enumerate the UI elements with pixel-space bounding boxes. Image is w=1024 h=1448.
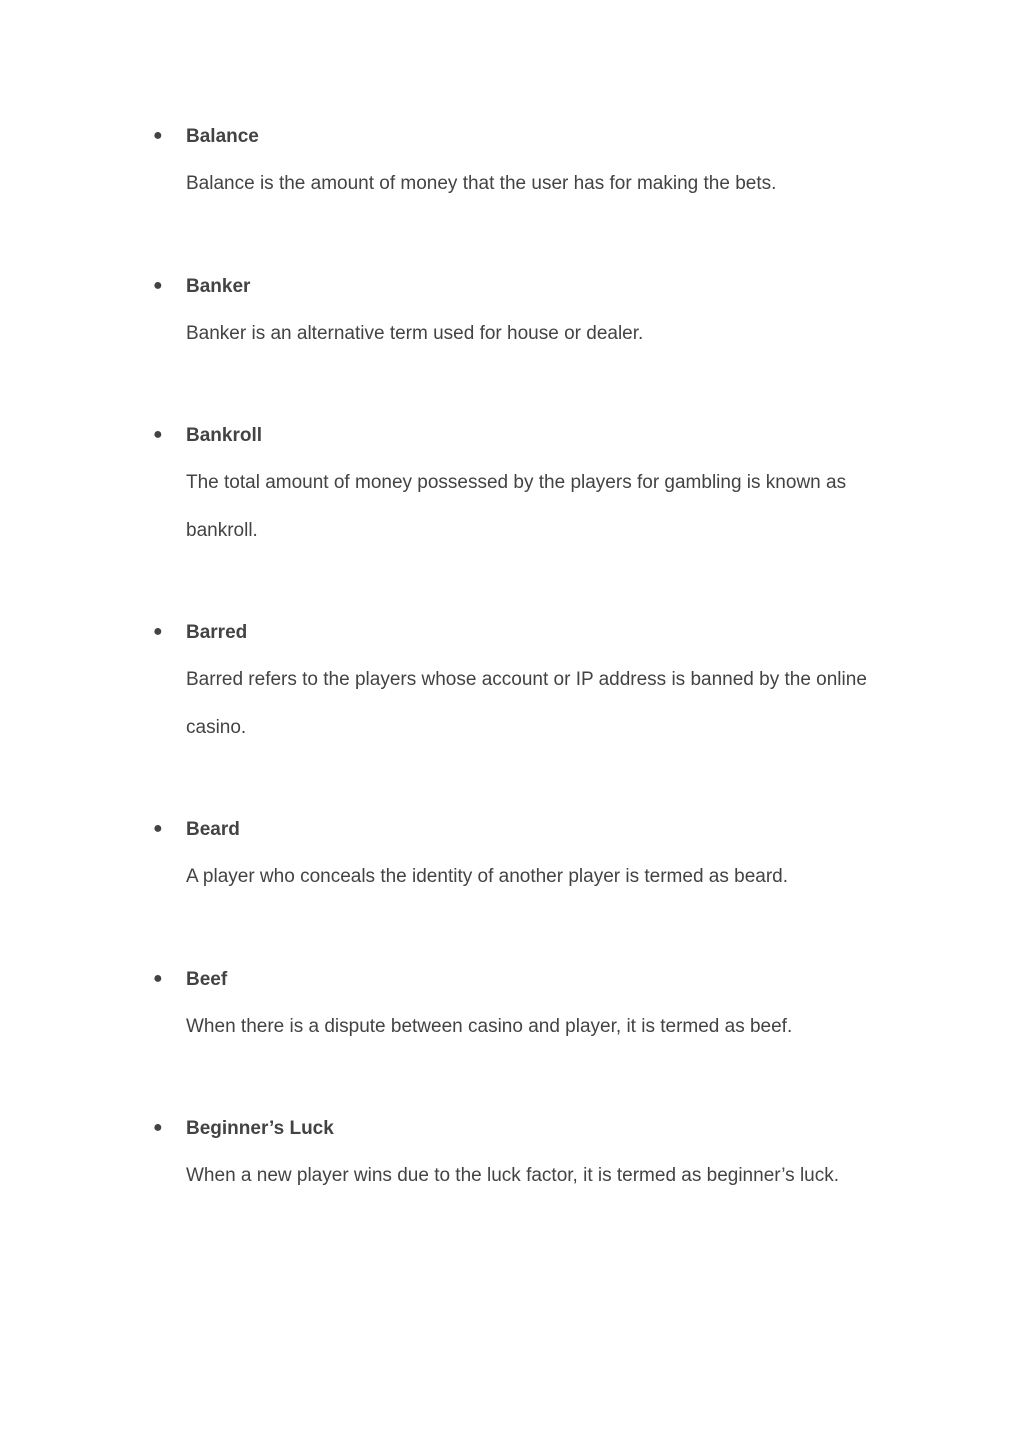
glossary-entry-beef (153, 964, 926, 1051)
bullet-icon: ● (153, 1119, 163, 1136)
glossary-entry-beard (153, 814, 926, 901)
glossary-term: Banker (186, 275, 251, 297)
bullet-icon: ● (153, 426, 163, 443)
glossary-definition: When a new player wins due to the luck factor, it is termed as beginner’s luck. (186, 1165, 840, 1186)
glossary-definition: The total amount of money possessed by the players for gambling is known as bankroll. (186, 472, 847, 541)
glossary-term: Beard (186, 819, 240, 840)
glossary-definition: A player who conceals the identity of another player is termed as beard. (186, 866, 789, 887)
glossary-term: Beef (186, 968, 228, 990)
glossary-entry-banker (153, 271, 926, 358)
glossary-term: Barred (186, 622, 248, 643)
bullet-icon: ● (153, 820, 163, 837)
bullet-icon: ● (153, 969, 163, 987)
glossary-definition: Barred refers to the players whose account or IP address is banned by the online casino. (186, 669, 867, 738)
glossary-definition: Balance is the amount of money that the user has for making the bets. (186, 173, 777, 194)
glossary-entry-beginners-luck (153, 1113, 926, 1200)
bullet-icon: ● (153, 127, 163, 144)
glossary-list (153, 121, 926, 1263)
glossary-entry-balance (153, 121, 926, 208)
glossary-entry-barred (153, 617, 926, 751)
bullet-icon: ● (153, 276, 163, 294)
glossary-definition: Banker is an alternative term used for house or dealer. (186, 322, 644, 344)
glossary-term: Bankroll (186, 425, 263, 446)
glossary-term: Balance (186, 126, 259, 147)
glossary-entry-bankroll (153, 420, 926, 554)
bullet-icon: ● (153, 623, 163, 640)
glossary-definition: When there is a dispute between casino and player, it is termed as beef. (186, 1015, 793, 1037)
glossary-term: Beginner’s Luck (186, 1118, 334, 1139)
